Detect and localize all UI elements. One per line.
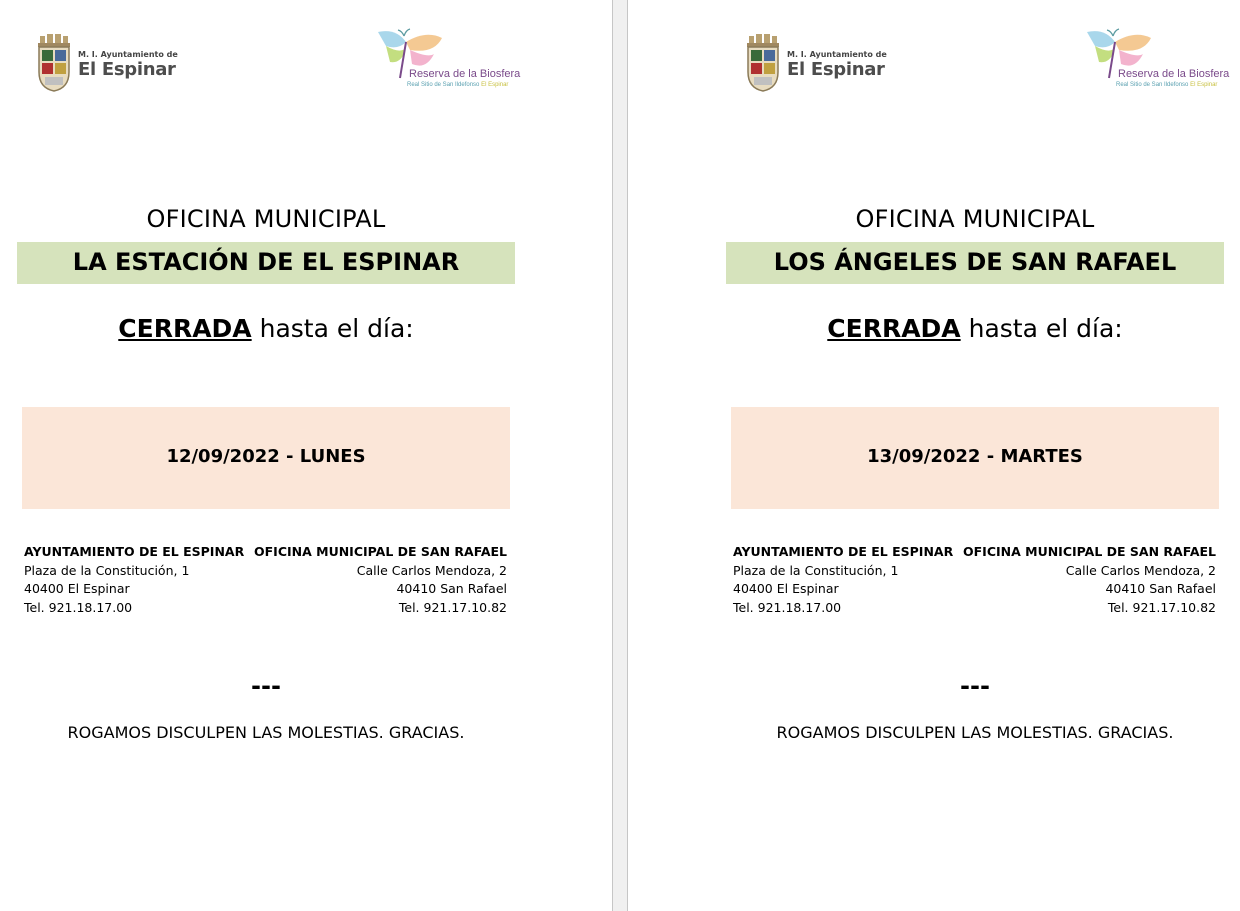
address-line: Plaza de la Constitución, 1 — [733, 562, 899, 578]
biosphere-logo-subtitle-b: El Espinar — [481, 82, 509, 88]
address-ayuntamiento — [24, 543, 244, 617]
address-phone: Tel. 921.18.17.00 — [733, 599, 842, 615]
office-name: LA ESTACIÓN DE EL ESPINAR — [17, 242, 515, 284]
closed-rest: hasta el día: — [960, 314, 1123, 343]
address-oficina-san-rafael — [963, 543, 1216, 617]
reopen-date: 13/09/2022 - MARTES — [731, 407, 1219, 509]
address-phone: Tel. 921.17.10.82 — [1107, 599, 1216, 615]
address-line: Calle Carlos Mendoza, 2 — [356, 562, 507, 578]
separator: --- — [251, 672, 281, 700]
coat-of-arms-icon — [745, 34, 781, 92]
biosphere-logo-subtitle-a: Real Sitio de San Ildefonso — [407, 82, 480, 88]
ayuntamiento-logo-title: El Espinar — [78, 59, 176, 80]
address-title: AYUNTAMIENTO DE EL ESPINAR — [24, 544, 245, 559]
address-phone: Tel. 921.17.10.82 — [398, 599, 507, 615]
ayuntamiento-logo-small-text: M. I. Ayuntamiento de — [78, 50, 178, 59]
address-oficina-san-rafael — [254, 543, 507, 617]
apology-text: ROGAMOS DISCULPEN LAS MOLESTIAS. GRACIAS. — [776, 723, 1174, 742]
address-title: OFICINA MUNICIPAL DE SAN RAFAEL — [254, 544, 507, 559]
address-line: 40400 El Espinar — [24, 581, 130, 596]
closed-notice — [17, 314, 515, 343]
biosphere-logo-subtitle — [407, 82, 508, 88]
biosphere-reserve-logo — [376, 28, 521, 92]
address-line: 40410 San Rafael — [1105, 581, 1216, 596]
biosphere-logo-subtitle — [1116, 82, 1217, 88]
biosphere-logo-title: Reserva de la Biosfera — [409, 68, 521, 80]
address-title: OFICINA MUNICIPAL DE SAN RAFAEL — [963, 544, 1216, 559]
apology-text: ROGAMOS DISCULPEN LAS MOLESTIAS. GRACIAS. — [67, 723, 465, 742]
address-phone: Tel. 921.18.17.00 — [24, 599, 133, 615]
address-line: Calle Carlos Mendoza, 2 — [1065, 562, 1216, 578]
closed-rest: hasta el día: — [251, 314, 414, 343]
biosphere-logo-subtitle-a: Real Sitio de San Ildefonso — [1116, 82, 1189, 88]
page-gutter — [612, 0, 628, 911]
coat-of-arms-icon — [36, 34, 72, 92]
document-page-1 — [0, 0, 612, 911]
ayuntamiento-logo — [745, 34, 887, 92]
biosphere-reserve-logo — [1085, 28, 1230, 92]
office-label: OFICINA MUNICIPAL — [146, 205, 386, 233]
address-ayuntamiento — [733, 543, 953, 617]
ayuntamiento-logo — [36, 34, 178, 92]
office-name: LOS ÁNGELES DE SAN RAFAEL — [726, 242, 1224, 284]
separator: --- — [960, 672, 990, 700]
closed-notice — [726, 314, 1224, 343]
address-title: AYUNTAMIENTO DE EL ESPINAR — [733, 544, 954, 559]
ayuntamiento-logo-title: El Espinar — [787, 59, 885, 80]
office-label: OFICINA MUNICIPAL — [855, 205, 1095, 233]
biosphere-logo-subtitle-b: El Espinar — [1190, 82, 1218, 88]
address-line: 40410 San Rafael — [396, 581, 507, 596]
biosphere-logo-title: Reserva de la Biosfera — [1118, 68, 1230, 80]
reopen-date: 12/09/2022 - LUNES — [22, 407, 510, 509]
closed-word: CERRADA — [118, 314, 252, 343]
closed-word: CERRADA — [827, 314, 961, 343]
address-line: 40400 El Espinar — [733, 581, 839, 596]
document-page-2 — [629, 0, 1240, 911]
ayuntamiento-logo-small-text: M. I. Ayuntamiento de — [787, 50, 887, 59]
address-line: Plaza de la Constitución, 1 — [24, 562, 190, 578]
